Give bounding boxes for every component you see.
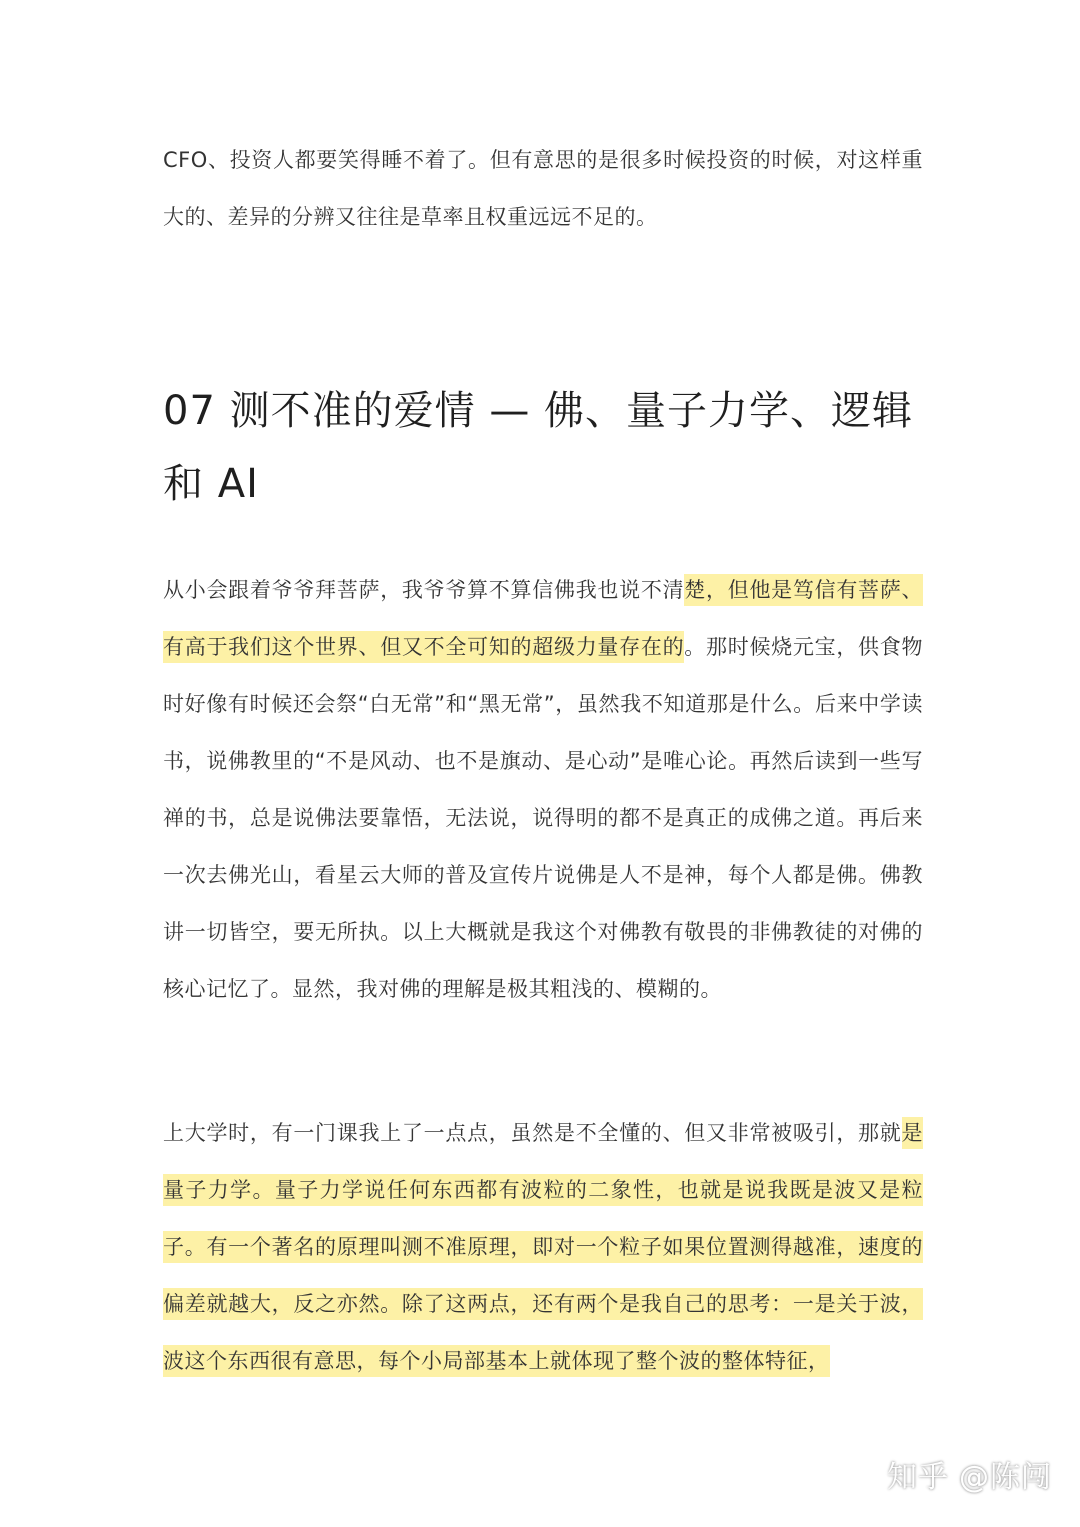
paragraph-intro-text: CFO、投资人都要笑得睡不着了。但有意思的是很多时候投资的时候，对这样重大的、差异的分辨又往往是草率且权重远远不足的。: [163, 148, 923, 229]
paragraph-intro: [163, 132, 923, 246]
paragraph-quantum-text-start: 上大学时，有一门课我上了一点点，虽然是不全懂的、但又非常被吸引，那就: [163, 1121, 902, 1145]
paragraph-buddhism-text-start: 从小会跟着爷爷拜菩萨，我爷爷算不算信佛我也说不清: [163, 578, 685, 602]
zhihu-watermark: [887, 1452, 1052, 1496]
paragraph-quantum: [163, 1105, 923, 1390]
paragraph-buddhism: [163, 562, 923, 1018]
watermark-site: 知乎: [887, 1460, 949, 1495]
watermark-author: @陈闯: [959, 1460, 1052, 1495]
paragraph-buddhism-text-end: 。那时候烧元宝，供食物时好像有时候还会祭“白无常”和“黑无常”，虽然我不知道那是什么。后来中学读书，说佛教里的“不是风动、也不是旗动、是心动”是唯心论。再然后读到一些写禅的书，总是说佛法要靠悟，无法说，说得明的都不是真正的成佛之道。再后来一次去佛光山，看星云大师的普及宣传片说佛是人不是神，每个人都是佛。佛教讲一切皆空，要无所执。以上大概就是我这个对佛教有敬畏的非佛教徒的对佛的核心记忆了。显然，我对佛的理解是极其粗浅的、模糊的。: [163, 635, 924, 1001]
highlighted-text: 是量子力学。量子力学说任何东西都有波粒的二象性，也就是说我既是波又是粒子。有一个著名的原理叫测不准原理，即对一个粒子如果位置测得越准，速度的偏差就越大，反之亦然。除了这两点，还有两个是我自己的思考：一是关于波，波这个东西很有意思，每个小局部基本上就体现了整个波的整体特征，: [163, 1117, 923, 1377]
section-heading: 07 测不准的爱情 — 佛、量子力学、逻辑和 AI: [163, 388, 914, 507]
highlighted-text: 楚，但他是笃信有菩萨、有高于我们这个世界、但又不全可知的超级力量存在的: [163, 574, 923, 663]
